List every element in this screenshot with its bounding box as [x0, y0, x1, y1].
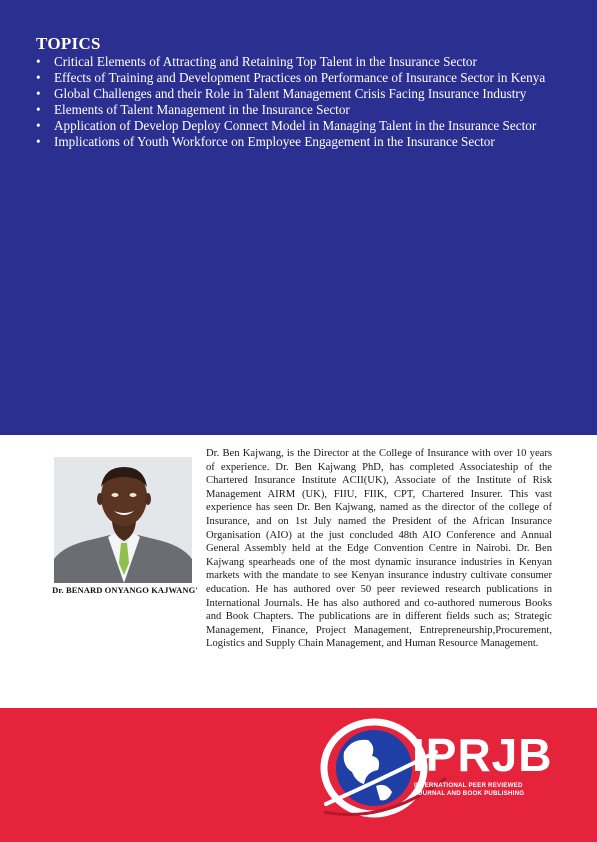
- logo-tagline: INTERNATIONAL PEER REVIEWED JOURNAL AND BOOK PUBLISHING: [414, 782, 525, 797]
- topic-item: • Application of Develop Deploy Connect Model in Managing Talent in the Insurance Sector: [36, 118, 564, 134]
- author-bio: Dr. Ben Kajwang, is the Director at the College of Insurance with over 10 years of experience. Dr. Ben Kajwang PhD, has completed Associateship of the Chartered Insurance Institute ACII(UK), Associate of the Institute of Risk Management AIRM (UK), FIIU, FIIK, CPT, Chartered Insurer. This vast experience has seen Dr. Ben Kajwang, named as the director of the college of Insurance, and on 1st July named the President of the African Insurance Organisation (AIO) at the just concluded 48th AIO Conference and Annual General Assembly held at the Edge Convention Centre in Nairobi. Dr. Ben Kajwang spearheads one of the most dynamic insurance industries in Kenyan markets with the mandate to see Kenyan insurance industry cultivate consumer education. He has authored over 50 peer reviewed research publications in International Journals. He has also authored and co-authored numerous Books and Book Chapters. The publications are in different fields such as; Strategic Management, Finance, Project Management, Entrepreneurship,Procurement, Logistics and Supply Chain Management, and Human Resource Management.: [206, 448, 552, 650]
- topic-item: • Critical Elements of Attracting and Retaining Top Talent in the Insurance Sector: [36, 54, 564, 70]
- author-caption: Dr. BENARD ONYANGO KAJWANG': [52, 585, 198, 595]
- topics-heading: TOPICS: [36, 34, 101, 53]
- portrait-illustration: [54, 457, 192, 583]
- author-photo: [54, 457, 192, 583]
- logo-wordmark: IPRJB: [412, 729, 553, 781]
- topic-item: • Global Challenges and their Role in Talent Management Crisis Facing Insurance Industry: [36, 86, 564, 102]
- topic-item: • Elements of Talent Management in the Insurance Sector: [36, 102, 564, 118]
- topics-list: [36, 54, 564, 150]
- topic-item: • Implications of Youth Workforce on Employee Engagement in the Insurance Sector: [36, 134, 564, 150]
- topic-item: • Effects of Training and Development Practices on Performance of Insurance Sector in Kenya: [36, 70, 564, 86]
